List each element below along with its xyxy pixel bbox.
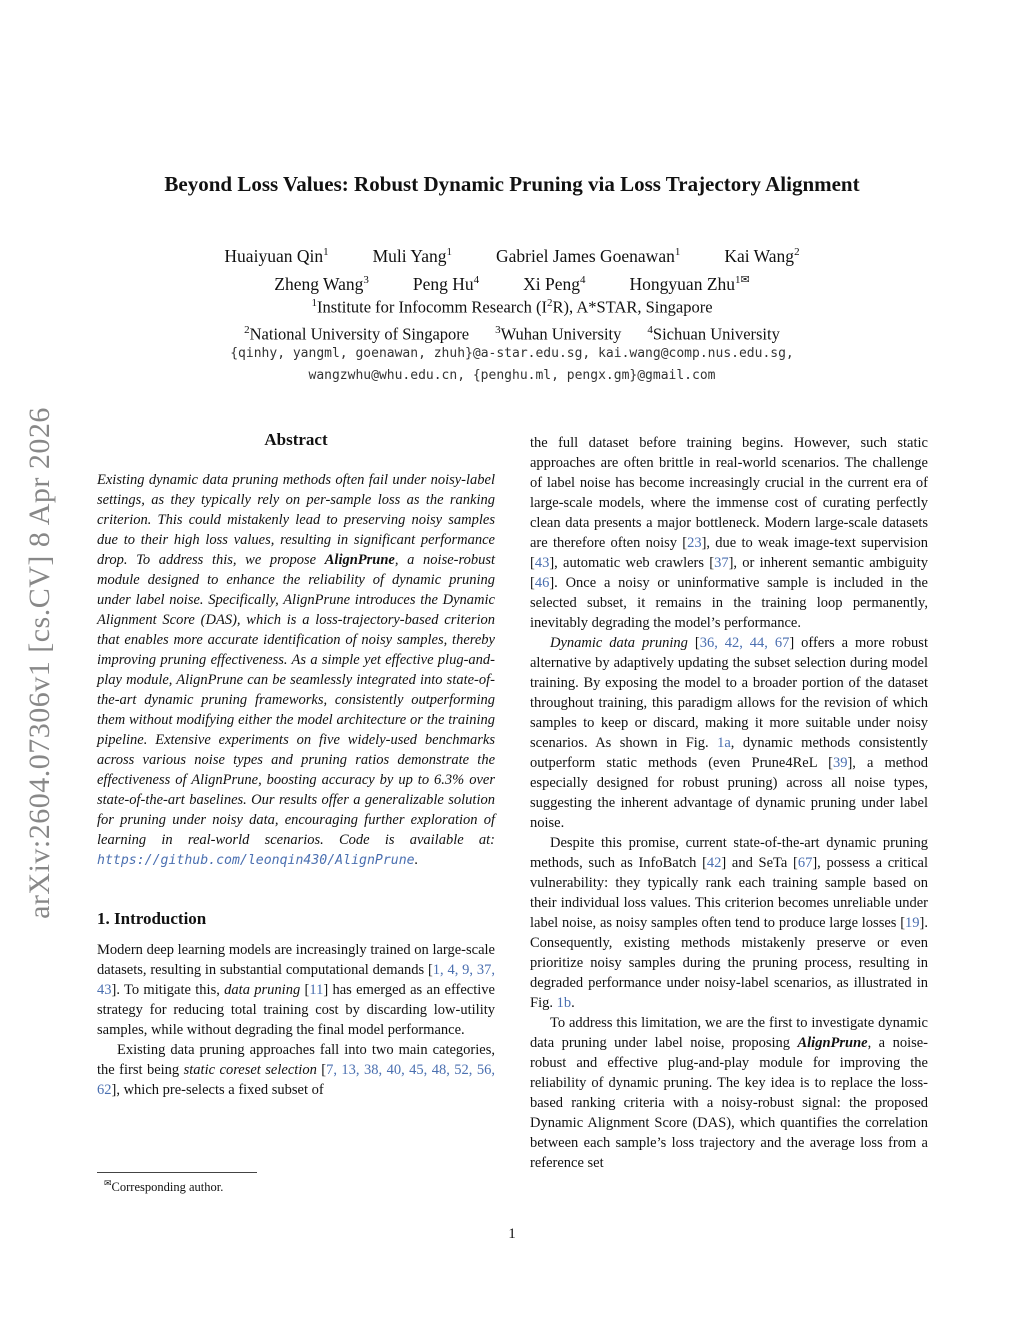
method-name: AlignPrune	[797, 1035, 868, 1051]
affiliation: $^3$Wuhan University	[495, 323, 622, 343]
author: Zheng Wang$^3$	[274, 273, 369, 294]
arxiv-side-identifier	[10, 378, 70, 948]
author: Kai Wang$^2$	[724, 245, 800, 266]
affiliation: $^4$Sichuan University	[647, 323, 780, 343]
citation-link[interactable]: 23	[687, 535, 702, 551]
method-name: AlignPrune	[324, 552, 395, 568]
affiliation: $^1$Institute for Infocomm Research $(I^2R)$, A*STAR, Singapore	[311, 297, 713, 317]
citation-link[interactable]: 37	[714, 555, 729, 571]
email-line: wangzwhu@whu.edu.cn, {penghu.ml, pengx.gm}@gmail.com	[308, 368, 716, 383]
affiliation: $^2$National University of Singapore	[244, 323, 470, 343]
paragraph: Despite this promise, current state-of-the-art dynamic pruning methods, such as InfoBatch [42] and SeTa [67], possess a critical vulnerability: they typically rank each training sample based on their individual loss values. This criterion becomes unreliable under label noise, as noisy samples often tend to produce large losses [19]. Consequently, existing methods mistakenly preserve or even prioritize noisy samples during the pruning process, resulting in degraded performance under noisy-label scenarios, as illustrated in Fig. 1b.	[530, 835, 928, 1011]
author: Muli Yang$^1$	[372, 245, 453, 266]
abstract-heading: Abstract	[264, 430, 328, 449]
author-list	[90, 240, 934, 296]
code-link[interactable]: https://github.com/leonqin430/AlignPrune	[97, 853, 415, 868]
citation-link[interactable]: 46	[534, 575, 550, 591]
author: Xi Peng$^4$	[523, 273, 586, 294]
paragraph: Dynamic data pruning [36, 42, 44, 67] offers a more robust alternative by adaptively updating the subset selection during model training. By exposing the model to a broader portion of the dataset throughout training, this paradigm allows for the revision of which samples to keep or discard, making it more suitable under noisy scenarios. As shown in Fig. 1a, dynamic methods consistently outperform static methods (even Prune4ReL [39], a method especially designed for robust pruning) across all noise types, suggesting the inherent advantage of dynamic pruning under label noise.	[530, 635, 928, 831]
citation-link[interactable]: 43	[534, 555, 550, 571]
email-list	[90, 343, 934, 387]
citation-link[interactable]: 36, 42, 44, 67	[699, 635, 790, 651]
email-line: {qinhy, yangml, goenawan, zhuh}@a-star.edu.sg, kai.wang@comp.nus.edu.sg,	[230, 346, 794, 361]
author-corresponding: Hongyuan Zhu$^{1✉}$	[629, 273, 750, 294]
citation-link[interactable]: 67	[797, 855, 813, 871]
author: Peng Hu$^4$	[412, 273, 480, 294]
paragraph-continued: the full dataset before training begins. However, such static approaches are often brittle in real-world scenarios. The challenge of label noise has become increasingly crucial in the current era of large-scale models, where the immense cost of curating perfectly clean data presents a major bottleneck. Modern large-scale datasets are therefore often noisy [23], due to weak image-text supervision [43], automatic web crawlers [37], or inherent semantic ambiguity [46]. Once a noisy or uninformative sample is included in the selected subset, it remains in the training loop permanently, inevitably degrading the model’s performance.	[530, 435, 928, 631]
mail-icon: ✉	[104, 1178, 112, 1188]
citation-link[interactable]: 19	[905, 915, 920, 931]
affiliations	[90, 292, 934, 345]
author-row-1	[90, 240, 934, 268]
author: Gabriel James Goenawan$^1$	[496, 245, 681, 266]
paragraph: Existing data pruning approaches fall into two main categories, the first being static coreset selection [7, 13, 38, 40, 45, 48, 52, 56, 62], which pre-selects a fixed subset of	[97, 1042, 495, 1098]
figure-link[interactable]: 1a	[717, 735, 731, 751]
page-number: 1	[508, 1226, 516, 1242]
arxiv-id-text: arXiv:2604.07306v1 [cs.CV] 8 Apr 2026	[23, 407, 56, 919]
author: Huaiyuan Qin$^1$	[224, 245, 329, 266]
right-column	[530, 433, 928, 1173]
citation-link[interactable]: 7, 13, 38, 40, 45, 48, 52, 56, 62	[97, 1062, 495, 1098]
affiliation-row-1	[90, 292, 934, 319]
paragraph: Modern deep learning models are increasingly trained on large-scale datasets, resulting in substantial computational demands [1, 4, 9, 37, 43]. To mitigate this, data pruning [11] has emerged as an effective strategy for reducing total training cost by discarding low-utility samples, while without degrading the final model performance.	[97, 942, 496, 1038]
affiliation-row-2	[90, 319, 934, 346]
citation-link[interactable]: 1, 4, 9, 37, 43	[97, 962, 496, 998]
left-column	[97, 430, 495, 1100]
citation-link[interactable]: 42	[706, 855, 722, 871]
citation-link[interactable]: 11	[309, 982, 324, 998]
footnote-rule	[97, 1172, 257, 1173]
paragraph: To address this limitation, we are the first to investigate dynamic data pruning under label noise, proposing AlignPrune, a noise-robust and effective plug-and-play module for improving the reliability of dynamic pruning. The key idea is to replace the loss-based ranking criteria with a noisy-robust signal: the proposed Dynamic Alignment Score (DAS), which quantifies the correlation between each sample’s loss trajectory and the average loss from a reference set	[530, 1015, 929, 1171]
paper-title: Beyond Loss Values: Robust Dynamic Pruning via Loss Trajectory Alignment	[164, 172, 860, 196]
section-heading: 1. Introduction	[97, 909, 207, 928]
footnote: ✉Corresponding author.	[104, 1178, 224, 1195]
citation-link[interactable]: 39	[832, 755, 848, 771]
abstract-text: Existing dynamic data pruning methods often fail under noisy-label settings, as they typically rely on per-sample loss as the ranking criterion. This could mistakenly lead to preserving noisy samples due to their high loss values, resulting in significant performance drop. To address this, we propose AlignPrune, a noise-robust module designed to enhance the reliability of dynamic pruning under label noise. Specifically, AlignPrune introduces the Dynamic Alignment Score (DAS), which is a loss-trajectory-based criterion that enables more accurate identification of noisy samples, thereby improving pruning effectiveness. As a simple yet effective plug-and-play module, AlignPrune can be seamlessly integrated into state-of-the-art dynamic pruning frameworks, consistently outperforming them without modifying either the model architecture or the training pipeline. Extensive experiments on five widely-used benchmarks across various noise types and pruning ratios demonstrate the effectiveness of AlignPrune, boosting accuracy by up to 6.3% over state-of-the-art baselines. Our results offer a generalizable solution for pruning under noisy data, encouraging further exploration of learning in real-world scenarios. Code is available at: https://github.com/leonqin430/AlignPrune.	[97, 472, 495, 868]
mail-icon: ✉	[740, 273, 750, 286]
figure-link[interactable]: 1b	[556, 995, 572, 1011]
